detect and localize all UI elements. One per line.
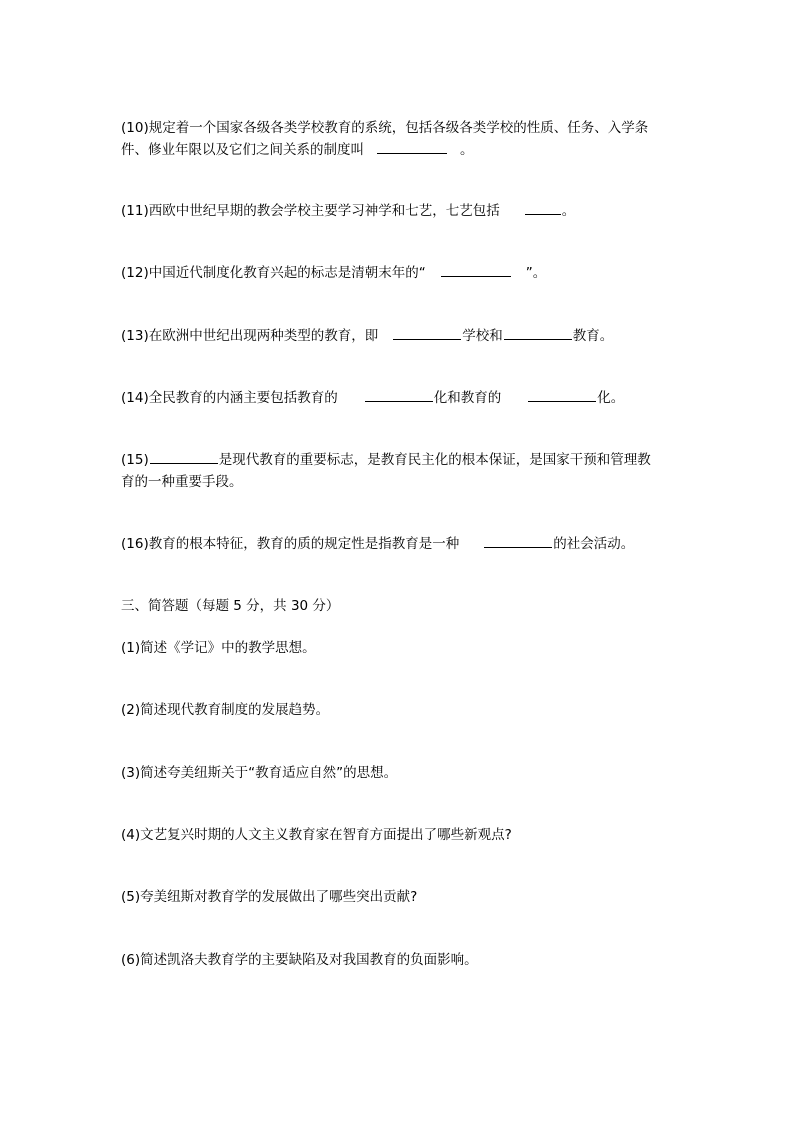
- answer-blank: [528, 387, 596, 402]
- answer-blank: [525, 200, 561, 215]
- question-10-text-1: (10)规定着一个国家各级各类学校教育的系统，包括各级各类学校的性质、任务、入学条: [121, 120, 649, 136]
- question-14-text: (14)全民教育的内涵主要包括教育的: [121, 390, 338, 406]
- question-15-line-2: [121, 471, 243, 493]
- answer-blank: [484, 533, 552, 548]
- short-answer-item-3: [121, 762, 397, 784]
- question-15-text-2: 育的一种重要手段。: [121, 474, 243, 490]
- question-10-text-2: 件、修业年限以及它们之间关系的制度叫: [121, 142, 364, 158]
- short-answer-text: (3)简述夸美纽斯关于“教育适应自然”的思想。: [121, 765, 398, 781]
- question-13-end: 教育。: [572, 328, 614, 344]
- question-13: [121, 325, 613, 347]
- question-14-mid: 化和教育的: [433, 390, 502, 406]
- question-14: [121, 387, 624, 409]
- section-3-heading: [121, 595, 339, 617]
- question-10-line-2: [121, 139, 474, 161]
- question-13-mid: 学校和: [462, 328, 503, 344]
- question-12-text: (12)中国近代制度化教育兴起的标志是清朝末年的“: [121, 265, 426, 281]
- short-answer-item-1: [121, 637, 316, 659]
- short-answer-item-6: [121, 949, 478, 971]
- question-11-end: 。: [561, 203, 576, 219]
- answer-blank: [150, 449, 218, 464]
- question-16-end: 的社会活动。: [553, 536, 635, 552]
- short-answer-text: (5)夸美纽斯对教育学的发展做出了哪些突出贡献?: [121, 889, 418, 905]
- question-12-end: ”。: [525, 265, 547, 281]
- question-13-text: (13)在欧洲中世纪出现两种类型的教育，即: [121, 328, 379, 344]
- question-10-line-1: [121, 117, 648, 139]
- question-12: [121, 262, 546, 284]
- question-16: [121, 533, 634, 555]
- question-15-start: (15): [121, 452, 149, 468]
- short-answer-item-4: [121, 824, 512, 846]
- question-15-text-1: 是现代教育的重要标志，是教育民主化的根本保证，是国家干预和管理教: [218, 452, 651, 468]
- question-11-text: (11)西欧中世纪早期的教会学校主要学习神学和七艺，七艺包括: [121, 203, 500, 219]
- section-heading-text: 三、简答题（每题 5 分，共 30 分）: [121, 598, 340, 614]
- question-14-end: 化。: [597, 390, 625, 406]
- answer-blank: [504, 325, 572, 340]
- question-15-line-1: [121, 449, 651, 471]
- question-10-end: 。: [460, 142, 474, 158]
- short-answer-item-2: [121, 699, 329, 721]
- answer-blank: [365, 387, 433, 402]
- short-answer-item-5: [121, 886, 417, 908]
- short-answer-text: (6)简述凯洛夫教育学的主要缺陷及对我国教育的负面影响。: [121, 952, 478, 968]
- short-answer-text: (2)简述现代教育制度的发展趋势。: [121, 702, 330, 718]
- question-16-text: (16)教育的根本特征，教育的质的规定性是指教育是一种: [121, 536, 460, 552]
- short-answer-text: (4)文艺复兴时期的人文主义教育家在智育方面提出了哪些新观点?: [121, 827, 512, 843]
- question-11: [121, 200, 575, 222]
- answer-blank: [377, 139, 447, 154]
- answer-blank: [441, 262, 511, 277]
- answer-blank: [393, 325, 461, 340]
- short-answer-text: (1)简述《学记》中的教学思想。: [121, 640, 316, 656]
